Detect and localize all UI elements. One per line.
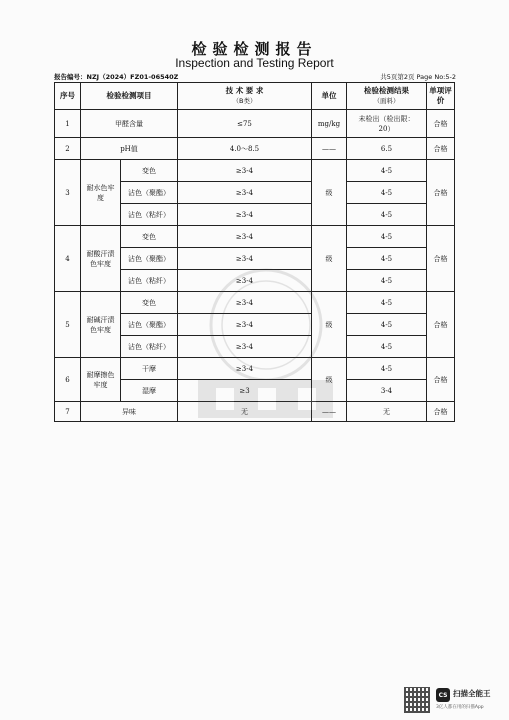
row-seq: 1: [55, 110, 81, 138]
row-evaluation: 合格: [427, 138, 455, 160]
row-result: 4-5: [347, 226, 427, 248]
row-seq: 2: [55, 138, 81, 160]
row-requirement: ≥3-4: [178, 314, 312, 336]
row-result: 4-5: [347, 248, 427, 270]
row-evaluation: 合格: [427, 292, 455, 358]
row-result: 无: [347, 402, 427, 422]
row-seq: 7: [55, 402, 81, 422]
camscanner-logo-icon: CS: [436, 688, 450, 702]
row-evaluation: 合格: [427, 358, 455, 402]
table-row: [55, 160, 455, 182]
row-item: 甲醛含量: [81, 110, 178, 138]
row-requirement: ≥3-4: [178, 160, 312, 182]
row-unit: ——: [312, 402, 347, 422]
row-result: 未检出（检出限：20）: [347, 110, 427, 138]
row-result: 6.5: [347, 138, 427, 160]
row-unit: mg/kg: [312, 110, 347, 138]
header-requirement: [178, 83, 312, 110]
table-header-row: [55, 83, 455, 110]
row-evaluation: 合格: [427, 402, 455, 422]
row-subitem: 沾色（聚酯）: [121, 182, 178, 204]
header-requirement-class: （B类）: [232, 97, 257, 105]
row-item: 耐酸汗渍色牢度: [81, 226, 121, 292]
row-requirement: 无: [178, 402, 312, 422]
row-result: 4-5: [347, 160, 427, 182]
row-requirement: 4.0～8.5: [178, 138, 312, 160]
report-title-chinese: 检验检测报告: [191, 40, 318, 58]
header-unit: 单位: [312, 83, 347, 110]
row-requirement: ≥3-4: [178, 204, 312, 226]
row-evaluation: 合格: [427, 160, 455, 226]
row-subitem: 沾色（聚酯）: [121, 314, 178, 336]
header-seq: 序号: [55, 83, 81, 110]
row-evaluation: 合格: [427, 226, 455, 292]
row-seq: 5: [55, 292, 81, 358]
row-unit: 级: [312, 160, 347, 226]
row-subitem: 变色: [121, 292, 178, 314]
row-seq: 3: [55, 160, 81, 226]
row-subitem: 干摩: [121, 358, 178, 380]
row-result: 4-5: [347, 314, 427, 336]
row-subitem: 沾色（聚酯）: [121, 248, 178, 270]
row-result: 4-5: [347, 336, 427, 358]
inspection-results-table: [54, 82, 455, 422]
row-item: 耐摩擦色牢度: [81, 358, 121, 402]
table-row: [55, 226, 455, 248]
header-evaluation: 单项评价: [427, 83, 455, 110]
qr-code-icon: [404, 687, 430, 713]
row-unit: 级: [312, 292, 347, 358]
table-row: [55, 110, 455, 138]
row-result: 4-5: [347, 358, 427, 380]
row-subitem: 变色: [121, 160, 178, 182]
table-row: [55, 358, 455, 380]
page-number: 共5页第2页 Page No:5-2: [380, 73, 456, 81]
row-unit: 级: [312, 226, 347, 292]
header-result-label: 检验检测结果: [364, 86, 409, 95]
camscanner-name: 扫描全能王: [453, 689, 491, 698]
row-result: 4-5: [347, 182, 427, 204]
row-result: 3-4: [347, 380, 427, 402]
row-result: 4-5: [347, 270, 427, 292]
header-requirement-label: 技 术 要 求: [225, 86, 264, 95]
header-item: 检验检测项目: [81, 83, 178, 110]
row-requirement: ≥3-4: [178, 226, 312, 248]
row-requirement: ≥3-4: [178, 182, 312, 204]
table-row: [55, 292, 455, 314]
camscanner-tagline: 3亿人都在用的扫描App: [436, 705, 484, 710]
row-requirement: ≥3-4: [178, 292, 312, 314]
row-seq: 6: [55, 358, 81, 402]
row-subitem: 变色: [121, 226, 178, 248]
row-result: 4-5: [347, 292, 427, 314]
row-unit: ——: [312, 138, 347, 160]
header-result-material: （面料）: [373, 97, 400, 105]
row-requirement: ≥3-4: [178, 358, 312, 380]
report-number: 报告编号：NZJ（2024）FZ01-06540Z: [54, 73, 179, 81]
header-result: [347, 83, 427, 110]
row-item: 耐碱汗渍色牢度: [81, 292, 121, 358]
row-subitem: 湿摩: [121, 380, 178, 402]
row-subitem: 沾色（粘纤）: [121, 336, 178, 358]
row-requirement: ≤75: [178, 110, 312, 138]
table-row: [55, 402, 455, 422]
row-item: pH值: [81, 138, 178, 160]
table-row: [55, 138, 455, 160]
row-subitem: 沾色（粘纤）: [121, 270, 178, 292]
row-result: 4-5: [347, 204, 427, 226]
row-unit: 级: [312, 358, 347, 402]
row-requirement: ≥3: [178, 380, 312, 402]
row-requirement: ≥3-4: [178, 248, 312, 270]
report-title-english: Inspection and Testing Report: [175, 56, 334, 70]
row-evaluation: 合格: [427, 110, 455, 138]
row-subitem: 沾色（粘纤）: [121, 204, 178, 226]
row-requirement: ≥3-4: [178, 336, 312, 358]
row-item: 耐水色牢度: [81, 160, 121, 226]
row-item: 异味: [81, 402, 178, 422]
row-requirement: ≥3-4: [178, 270, 312, 292]
row-seq: 4: [55, 226, 81, 292]
